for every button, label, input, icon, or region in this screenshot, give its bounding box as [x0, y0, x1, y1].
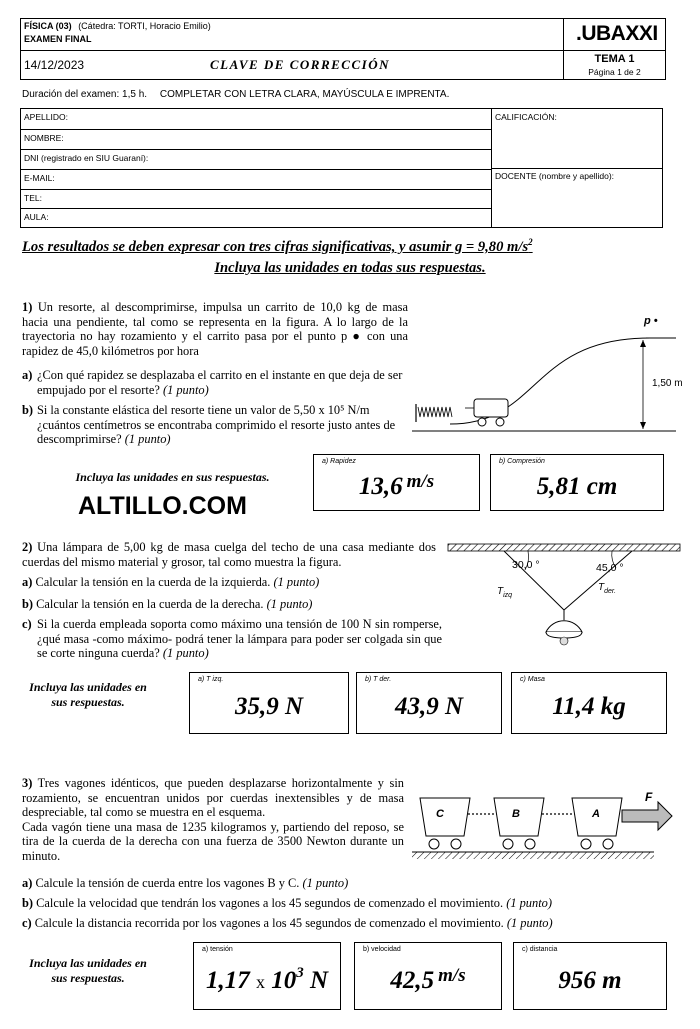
q1-a-label: a) — [22, 368, 33, 382]
notice-line-1 — [22, 237, 682, 256]
field-apellido[interactable]: APELLIDO: — [24, 112, 68, 122]
q3-statement: Tres vagones idénticos, que pueden desplazarse horizontalmente y sin rozamiento, se encuentran unidos por cuerdas inextensibles y de masa despreciable, tal como se muestra en el esquema. — [22, 776, 404, 820]
q3-include-units: Incluya las unidades en sus respuestas. — [29, 956, 147, 985]
cart-icon — [474, 399, 508, 417]
field-aula[interactable]: AULA: — [21, 208, 491, 227]
q2-figure — [446, 540, 682, 650]
q2-c-points: (1 punto) — [162, 646, 209, 661]
q2-answer-a-value: 35,9 N — [234, 693, 304, 720]
q1-text — [22, 300, 408, 358]
q1-number: 1) — [22, 300, 33, 314]
q2-c-text: Si la cuerda empleada soporta como máximo una tensión de 100 N sin romperse, ¿qué masa -como máximo- podrá tener la lámpara para poder ser colgada sin que se corte ninguna cuerda? — [37, 617, 442, 661]
q1-answer-b — [490, 454, 664, 511]
q2-a — [22, 575, 436, 590]
course-name: FÍSICA (03) — [24, 21, 72, 31]
q1-b — [22, 403, 408, 447]
q3-answer-c-label: c) distancia — [522, 946, 558, 953]
q3-wagon-a-label: A — [592, 808, 600, 820]
ground-icon — [412, 852, 654, 859]
q3-answer-b-value: 42,5 $^{m/s}$ — [390, 965, 466, 994]
q3-b-points: (1 punto) — [506, 896, 552, 910]
field-dni[interactable]: DNI (registrado en SIU Guaraní): — [21, 149, 491, 169]
q1-answer-a — [313, 454, 480, 511]
q3-b-label: b) — [22, 896, 34, 910]
q3-answer-a-exp: 3 — [296, 965, 304, 981]
q2-answer-c-value: 11,4 kg — [552, 693, 626, 720]
course-line — [24, 21, 211, 31]
q2-text — [22, 540, 436, 569]
q1-b-label: b) — [22, 403, 34, 417]
q3-answer-a-value: 1,17 x $10^3$ N — [205, 965, 329, 994]
q3-answer-b-label: b) velocidad — [363, 946, 401, 953]
q3-answer-b-unit: m/s — [438, 965, 466, 986]
exam-type: EXAMEN FINAL — [24, 34, 92, 44]
q3-answer-a-unit: N — [309, 967, 329, 994]
q2-answer-b-label: b) T der. — [365, 676, 392, 683]
q3-answer-a-label: a) tensión — [202, 946, 233, 953]
q3-c-label: c) — [22, 916, 32, 930]
form-fields — [21, 109, 491, 227]
q2-a-points: (1 punto) — [273, 575, 320, 589]
q2-t-right-sub: der. — [604, 588, 616, 595]
q2-answer-a-label: a) T izq. — [198, 676, 224, 683]
q3-figure — [410, 788, 682, 866]
form-right-split — [491, 168, 663, 169]
q1-include-units: Incluya las unidades en sus respuestas. — [75, 470, 270, 484]
notice-text: Los resultados se deben expresar con tres cifras significativas, y asumir g = 9,80 m/s — [22, 238, 529, 255]
page-number: Página 1 de 2 — [588, 67, 641, 77]
q2-b-label: b) — [22, 597, 34, 611]
q3-text — [22, 776, 404, 864]
q2-angle-right: 45,0 ° — [596, 562, 624, 574]
chair-name: (Cátedra: TORTI, Horacio Emilio) — [78, 21, 211, 31]
grade-label: CALIFICACIÓN: — [495, 112, 557, 122]
q3-a — [22, 876, 682, 891]
watermark: ALTILLO.COM — [78, 492, 247, 520]
q2-answer-c-label: c) Masa — [520, 676, 545, 683]
answer-key-title: CLAVE DE CORRECCIÓN — [210, 57, 390, 72]
q3-b-text: Calcule la velocidad que tendrán los vagones a los 45 segundos de comenzado el movimiento. — [36, 896, 504, 910]
q3-a-points: (1 punto) — [302, 876, 349, 890]
q2-a-label: a) — [22, 575, 33, 589]
instructions: COMPLETAR CON LETRA CLARA, MAYÚSCULA E IMPRENTA. — [159, 89, 450, 100]
q1-answer-a-value: 13,6 $^{m/s}$ — [358, 471, 435, 500]
q3-a-label: a) — [22, 876, 33, 890]
q2-c — [22, 617, 442, 661]
q2-c-label: c) — [22, 617, 32, 631]
q1-point-p: p • — [644, 315, 658, 327]
q2-t-left-sub: izq — [503, 592, 513, 599]
q2-answer-a — [189, 672, 349, 734]
q1-statement: Un resorte, al descomprimirse, impulsa un carrito de 10,0 kg de masa hacia una pendiente, tal como se representa en la figura. A lo largo de la trayectoria no hay rozamiento y el carrito pasa por el punto p ● con una rapidez de 45,0 kilómetros por hora — [22, 300, 408, 358]
q2-b-points: (1 punto) — [266, 597, 313, 611]
q2-b-text: Calcular la tensión en la cuerda de la derecha. — [36, 597, 264, 611]
q2-statement: Una lámpara de 5,00 kg de masa cuelga del techo de una casa mediante dos cuerdas del mismo material y grosor, tal como muestra la figura. — [22, 540, 436, 569]
q1-height-label: 1,50 m — [652, 378, 683, 389]
q3-answer-a — [193, 942, 341, 1010]
q2-include-units: Incluya las unidades en sus respuestas. — [29, 680, 147, 709]
tema-label: TEMA 1 — [594, 53, 635, 65]
q1-answer-b-label: b) Compresión — [499, 458, 545, 465]
force-arrow-icon — [622, 802, 672, 830]
wagon-c-icon — [420, 798, 470, 836]
q1-answer-a-unit: m/s — [406, 471, 435, 492]
field-tel[interactable]: TEL: — [21, 189, 491, 208]
q2-answer-b-value: 43,9 N — [394, 693, 464, 720]
q3-statement-2: Cada vagón tiene una masa de 1235 kilogramos y, partiendo del reposo, se tira de la cuerda de la derecha con una fuerza de 3500 Newton durante un minuto. — [22, 819, 404, 863]
q3-number: 3) — [22, 776, 33, 790]
lamp-icon — [546, 621, 582, 632]
q1-a — [22, 368, 408, 397]
q3-answer-a-x: x — [255, 972, 265, 992]
spring-icon — [418, 407, 452, 417]
q1-a-points: (1 punto) — [162, 382, 209, 397]
q3-c-points: (1 punto) — [506, 916, 553, 930]
field-nombre[interactable]: NOMBRE: — [21, 129, 491, 149]
q3-wagon-b-label: B — [512, 808, 520, 820]
q2-angle-left: 30,0 ° — [512, 559, 540, 571]
q1-figure — [410, 310, 678, 440]
q3-answer-b — [354, 942, 502, 1010]
q1-b-text: Si la constante elástica del resorte tiene un valor de 5,50 x 10⁵ N/m ¿cuántos centímetros se encontraba comprimido el resorte justo antes de descomprimirse? — [37, 403, 396, 447]
q3-b — [22, 896, 692, 911]
q1-a-text: ¿Con qué rapidez se desplazaba el carrito en el instante en que deja de ser empujado por el resorte? — [37, 368, 403, 397]
q3-answer-c-value: 956 m — [558, 967, 622, 994]
q2-a-text: Calcular la tensión en la cuerda de la izquierda. — [35, 575, 271, 589]
duration: Duración del examen: 1,5 h. — [22, 89, 148, 100]
duration-line — [22, 89, 449, 100]
q2-t-right: $T_{der.}$ — [598, 582, 616, 595]
q2-t-left: $T_{izq}$ — [497, 586, 513, 599]
uba-logo: .UBAXXI — [576, 22, 658, 45]
student-form — [20, 108, 663, 228]
q2-b — [22, 597, 436, 612]
q3-force-label: F — [645, 790, 653, 804]
q3-c — [22, 916, 694, 931]
q2-answer-c — [511, 672, 667, 734]
q2-number: 2) — [22, 540, 33, 554]
exam-date: 14/12/2023 — [24, 58, 85, 72]
q3-wagon-c-label: C — [436, 808, 444, 820]
ceiling-icon — [448, 544, 680, 551]
q3-a-text: Calcule la tensión de cuerda entre los vagones B y C. — [35, 876, 300, 890]
header-divider-h — [20, 50, 666, 51]
q1-answer-a-label: a) Rapidez — [322, 458, 356, 465]
field-email[interactable]: E-MAIL: — [21, 169, 491, 189]
q3-c-text: Calcule la distancia recorrida por los vagones a los 45 segundos de comenzado el movimiento. — [34, 916, 504, 930]
notice-sup: 2 — [528, 237, 533, 247]
notice-line-2: Incluya las unidades en todas sus respuestas. — [214, 260, 486, 276]
q1-b-points: (1 punto) — [124, 432, 171, 447]
q1-answer-b-value: 5,81 cm — [536, 473, 618, 500]
q2-answer-b — [356, 672, 502, 734]
q3-answer-c — [513, 942, 667, 1010]
teacher-label: DOCENTE (nombre y apellido): — [495, 171, 615, 181]
